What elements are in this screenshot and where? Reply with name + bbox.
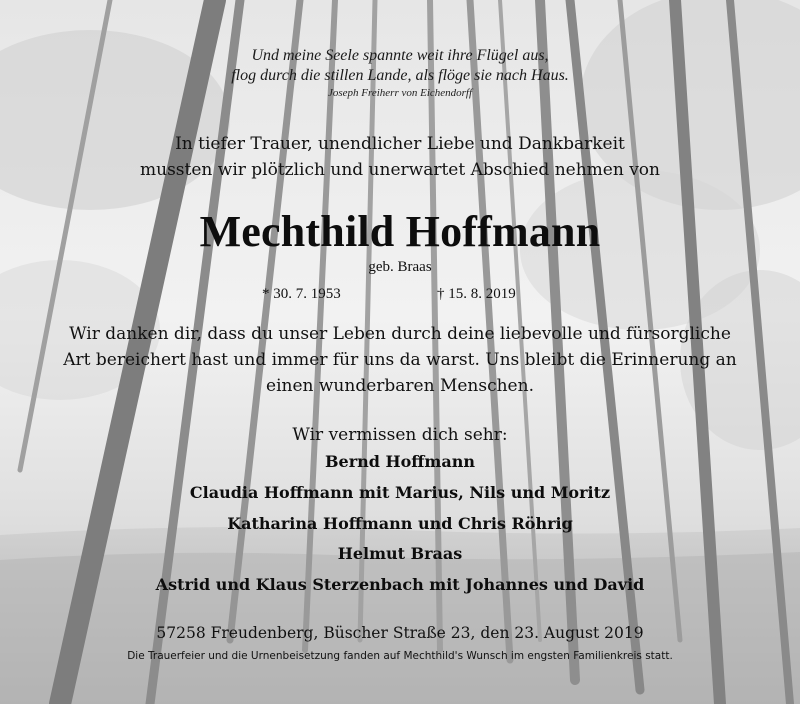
death-date: † 15. 8. 2019 — [437, 286, 516, 302]
birth-name: geb. Braas — [368, 259, 432, 275]
mourner-name: Claudia Hoffmann mit Marius, Nils und Moritz — [189, 483, 611, 502]
birth-date: * 30. 7. 1953 — [262, 286, 341, 302]
deceased-name: Mechthild Hoffmann — [199, 207, 601, 256]
intro-line-1: In tiefer Trauer, unendlicher Liebe und Dankbarkeit — [175, 134, 625, 154]
quote-author: Joseph Freiherr von Eichendorff — [327, 87, 473, 99]
tribute-line-1: Wir danken dir, dass du unser Leben durch deine liebevolle und fürsorgliche — [69, 324, 731, 344]
mourner-name: Katharina Hoffmann und Chris Röhrig — [227, 514, 573, 533]
mourners-heading: Wir vermissen dich sehr: — [292, 425, 508, 445]
quote-line-2: flog durch die stillen Lande, als flöge sie nach Haus. — [231, 67, 569, 84]
tribute-line-2: Art bereichert hast und immer für uns da warst. Uns bleibt die Erinnerung an — [63, 350, 737, 370]
mourner-name: Helmut Braas — [337, 544, 463, 563]
mourner-name: Bernd Hoffmann — [324, 452, 475, 471]
address-line: 57258 Freudenberg, Büscher Straße 23, den 23. August 2019 — [156, 624, 644, 642]
intro-line-2: mussten wir plötzlich und unerwartet Abschied nehmen von — [140, 160, 660, 180]
tribute-line-3: einen wunderbaren Menschen. — [266, 376, 534, 396]
ceremony-note: Die Trauerfeier und die Urnenbeisetzung fanden auf Mechthild's Wunsch im engsten Familienkreis statt. — [127, 650, 673, 662]
quote-line-1: Und meine Seele spannte weit ihre Flügel aus, — [251, 47, 549, 64]
mourner-name: Astrid und Klaus Sterzenbach mit Johannes und David — [155, 575, 645, 594]
